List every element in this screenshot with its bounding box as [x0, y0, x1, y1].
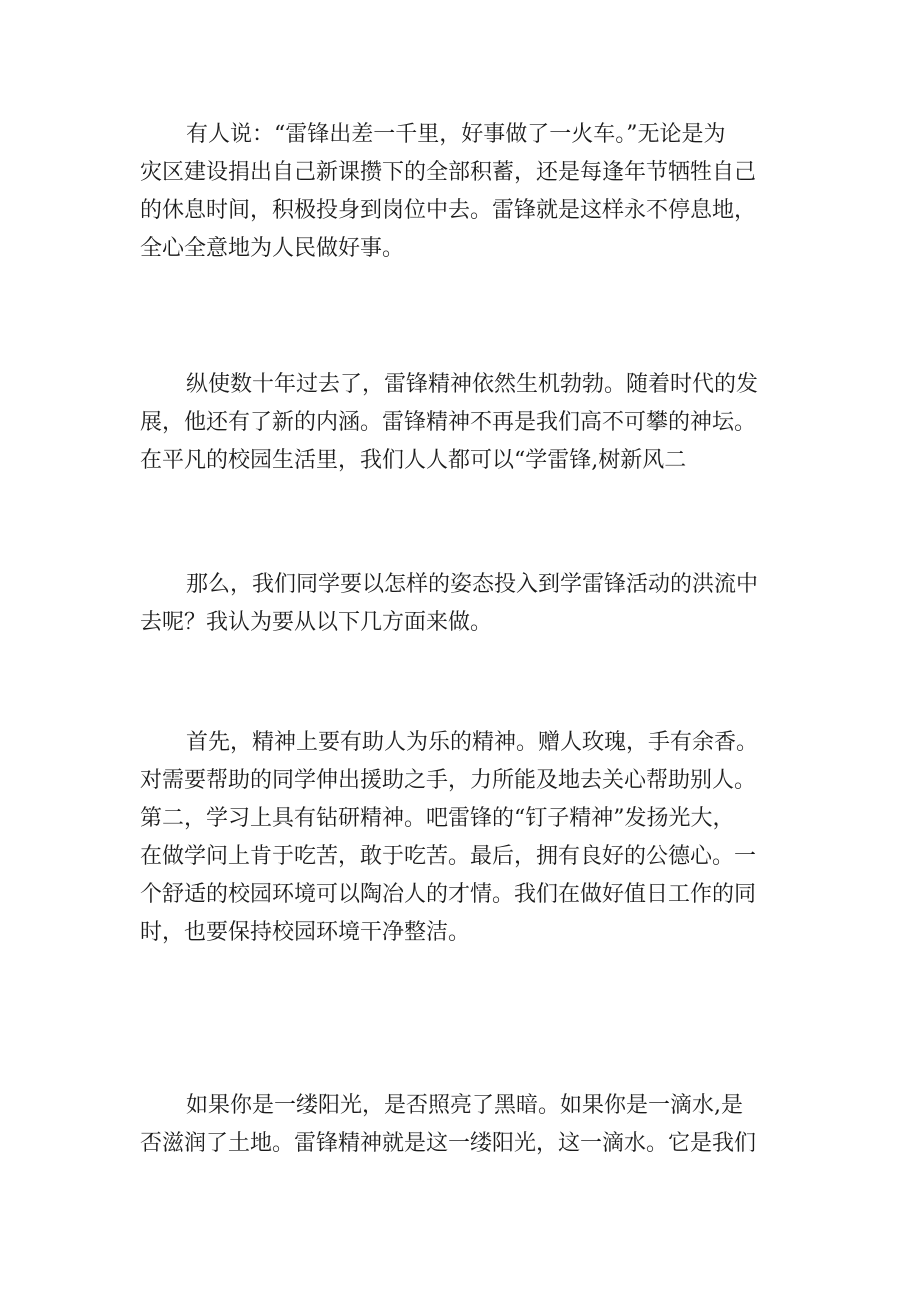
paragraph-line: 在做学问上肯于吃苦，敢于吃苦。最后，拥有良好的公德心。一 [140, 844, 757, 869]
paragraph-line: 个舒适的校园环境可以陶冶人的才情。我们在做好值日工作的同 [140, 882, 757, 907]
paragraph-line: 的休息时间，积极投身到岗位中去。雷锋就是这样永不停息地， [140, 198, 757, 223]
paragraph-line: 纵使数十年过去了，雷锋精神依然生机勃勃。随着时代的发 [186, 372, 759, 397]
paragraph-4 [140, 724, 800, 952]
paragraph-5 [140, 1087, 800, 1163]
paragraph-line: 对需要帮助的同学伸出援助之手，力所能及地去关心帮助别人。 [140, 768, 757, 793]
paragraph-line: 如果你是一缕阳光，是否照亮了黑暗。如果你是一滴水,是 [186, 1093, 743, 1118]
paragraph-3 [140, 566, 800, 642]
paragraph-line: 首先，精神上要有助人为乐的精神。赠人玫瑰，手有余香。 [186, 730, 759, 755]
paragraph-1 [140, 116, 800, 268]
paragraph-line: 第二，学习上具有钻研精神。吧雷锋的“钉子精神”发扬光大， [140, 806, 735, 831]
paragraph-2 [140, 366, 800, 480]
paragraph-line: 时，也要保持校园环境干净整洁。 [140, 920, 471, 945]
paragraph-line: 去呢？我认为要从以下几方面来做。 [140, 610, 493, 635]
paragraph-line: 否滋润了土地。雷锋精神就是这一缕阳光，这一滴水。它是我们 [140, 1131, 757, 1156]
paragraph-line: 在平凡的校园生活里，我们人人都可以“学雷锋,树新风二 [140, 448, 687, 473]
paragraph-line: 全心全意地为人民做好事。 [140, 236, 405, 261]
paragraph-line: 那么，我们同学要以怎样的姿态投入到学雷锋活动的洪流中 [186, 572, 759, 597]
paragraph-line: 展，他还有了新的内涵。雷锋精神不再是我们高不可攀的神坛。 [140, 410, 757, 435]
paragraph-line: 有人说：“雷锋出差一千里，好事做了一火车。”无论是为 [186, 122, 726, 147]
paragraph-line: 灾区建设捐出自己新课攒下的全部积蓄，还是每逢年节牺牲自己 [140, 160, 757, 185]
